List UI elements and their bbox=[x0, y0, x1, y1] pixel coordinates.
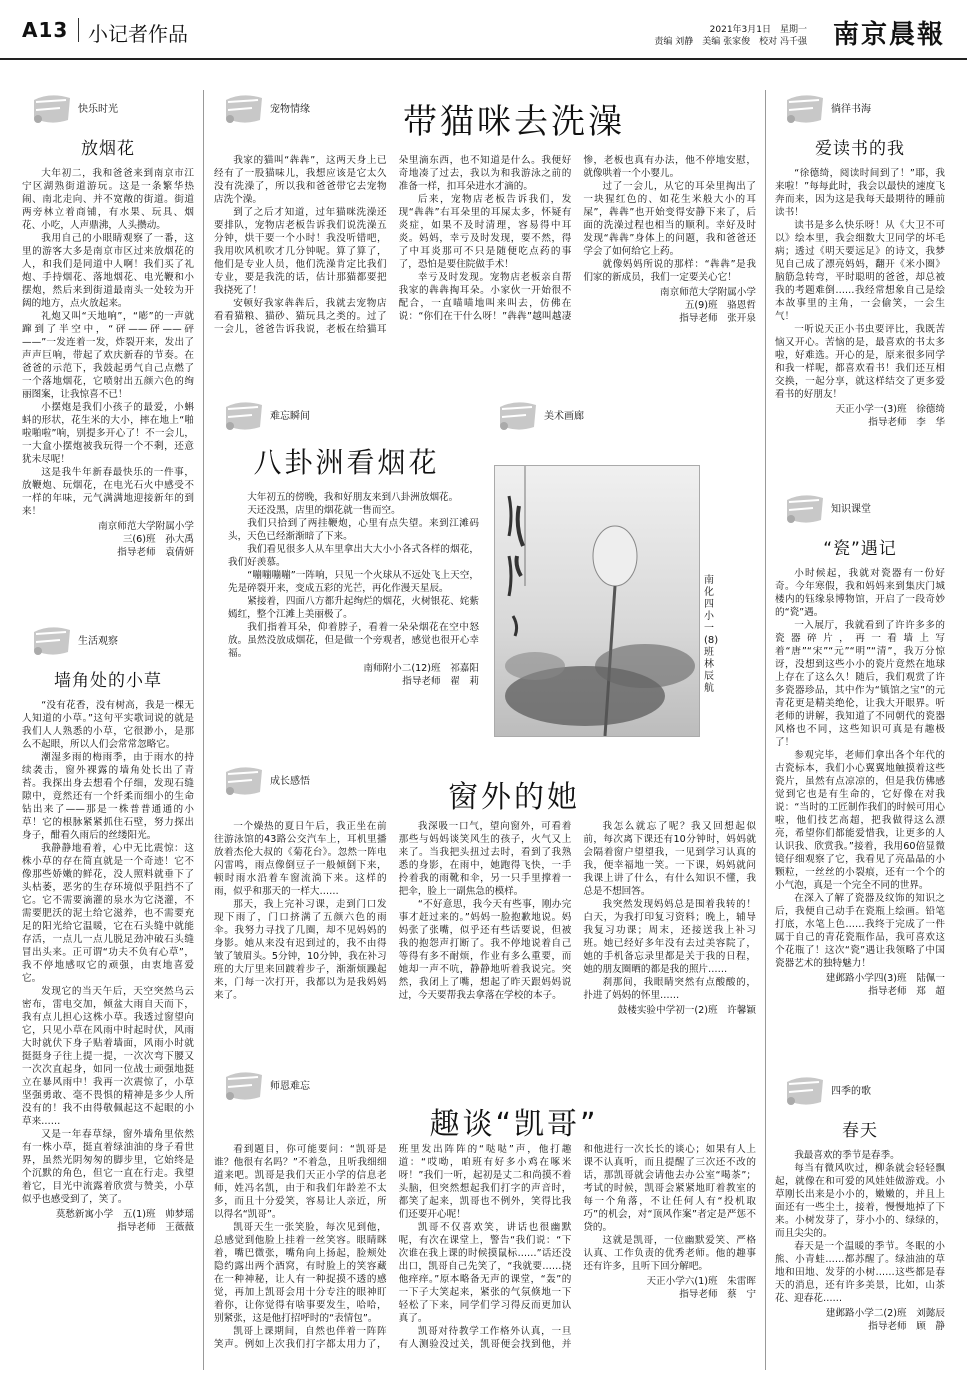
article-title: “瓷”遇记 bbox=[823, 539, 897, 559]
tag-label: 生活观察 bbox=[78, 636, 118, 647]
byline-line: 鼓楼实验中学初一(2)班 许馨颖 bbox=[617, 1005, 756, 1016]
paragraph: 就像妈妈所说的那样：“犇犇”是我们家的新成员，我们一定要关心它！ bbox=[583, 259, 756, 283]
scroll-icon bbox=[783, 492, 827, 526]
paragraph: 那天，我上完补习课，走到门口发现下雨了，门口挤满了五颜六色的雨伞。我努力寻找了几圈，却不见妈妈的身影。她从来没有迟到过的，我不由得皱了皱眉头。5分钟，10分钟，我在补习班的大厅里来回踱着步子，渐渐烦躁起来，门每一次打开，我都以为是我妈妈来了。 bbox=[214, 899, 387, 1001]
column-rule bbox=[203, 90, 204, 1370]
byline bbox=[22, 1208, 194, 1234]
column-tag bbox=[214, 1065, 354, 1105]
byline-line: 莫愁新寓小学 五(1)班 帅梦瑶 bbox=[55, 1209, 194, 1220]
byline-line: 建邺路小学四(3)班 陆佩一 bbox=[825, 973, 945, 984]
paragraph: 潮湿多雨的梅雨季，由于雨水的持续袭击，窗外裸露的墙角处长出了青苔。我探出身去想看个仔细，发现石缝隙中，竟然还有一个纤柔而细小的生命钻出来了——那是一株普普通通的小草！它的根脉紧紧抓住石壁，努力探出身子，酣看久雨后的丝缕阳光。 bbox=[22, 752, 194, 841]
paragraph: 后来，宠物店老板告诉我们，发现“犇犇”右耳朵里的耳屎太多，怀疑有炎症，如果不及时清理，容易得中耳炎。妈妈，幸亏及时发现，要不然，得了中耳炎那可不只是随便吃点药的事了，恐怕是要住院做手术！ bbox=[398, 194, 572, 270]
paragraph: 一听说天正小书虫要评比，我既苦恼又开心。苦恼的是，最喜欢的书太多啦，好难选。开心的是，原来很多同学和我一样呢，都喜欢看书！我们还互相交换，一起分享，就这样结交了更多爱看书的好朋友！ bbox=[775, 324, 945, 400]
paragraph: 在深入了解了瓷器及纹饰的知识之后，我便自己动手在瓷瓶上绘画。铅笔打底，水笔上色……我终于完成了一件属于自己的青花瓷瓶作品，我可喜欢这个花瓶了！这次“瓷”遇让我领略了中国瓷器艺术的独特魅力！ bbox=[775, 893, 945, 969]
page-header bbox=[0, 0, 967, 60]
tag-label: 四季的歌 bbox=[831, 1086, 871, 1097]
paragraph: 大年初二，我和爸爸来到南京市江宁区湖熟街道游玩。这是一条繁华热闹、南北走向、并不宽敞的街道。街道两旁林立着商铺，有水果、玩具、烟花、小吃，人声鼎沸，人头攒动。 bbox=[22, 168, 194, 231]
article-window-mother bbox=[214, 760, 756, 1076]
paragraph: “不好意思，我今天有些事，刚办完事才赶过来的。”妈妈一脸抱歉地说。妈妈张了张嘴，似乎还有些话要说，但被我的抱怨声打断了。我不停地说着自己等得有多不耐烦，作业有多么重要，而她却一声不吭，静静地听着我说完。突然，我闭上了嘴，想起了昨天跟妈妈说过，今天要帮我去拿落在学校的本子。 bbox=[398, 899, 572, 1001]
paragraph: 看到题目，你可能要问：“凯哥是谁？他很有名吗？”不着急，且听我细细道来吧。凯哥是我们天正小学的信息老师，姓冯名凯，由于和我们年龄差不太多，而且十分爱笑，容易让人亲近，所以得名“凯哥”。 bbox=[214, 1144, 387, 1220]
byline-line: 天正小学六(1)班 朱雷晖 bbox=[646, 1276, 756, 1287]
scroll-icon bbox=[783, 92, 827, 126]
article-body bbox=[22, 167, 194, 518]
paragraph: 我用自己的小眼睛观察了一番，这里的游客大多是南京市区过来放烟花的人，和我们是同道中人啊！我们买了礼炮、手持烟花、落地烟花、电光鞭和小摆炮，然后来到街道最南头一处较为开阔的地方，点火放起来。 bbox=[22, 233, 194, 309]
newspaper-logo: 南京晨報 bbox=[832, 20, 945, 50]
column-rule bbox=[765, 90, 766, 1370]
paragraph: 我突然发现妈妈总是围着我转的！白天，为我打印复习资料；晚上，辅导我复习功课；周末，还接送我上补习班。她已经好多年没有去过美容院了，她的手机备忘录里都是关于我的日程，她的朋友圈晒的都是我的照片…… bbox=[583, 899, 756, 975]
byline-line: 指导老师 张开泉 bbox=[679, 313, 756, 324]
article-body bbox=[214, 1143, 756, 1365]
paragraph: 天还没黑，店里的烟花就一售而空。 bbox=[247, 505, 401, 516]
byline bbox=[22, 520, 194, 559]
article-title: 带猫咪去洗澡 bbox=[403, 102, 625, 142]
article-body bbox=[775, 1149, 945, 1305]
paragraph: 读书是多么快乐呀！从《大卫不可以》绘本里，我会细数大卫同学的坏毛病；透过《明天要远足》的诗文，我梦见自己成了漂亮妈妈，翻开《米小圈》脑筋急转弯，平时聪明的爸爸，却总被我的考题难倒……我经常想象自己是绘本故事里的主角，一会偷笑，一会生气！ bbox=[775, 220, 945, 322]
byline-line: 天正小学一(3)班 徐德绮 bbox=[835, 404, 945, 415]
paragraph: “没有花香，没有树高，我是一棵无人知道的小草。”这句平实歌词说的就是我们人人熟悉的小草，它很渺小，是那么不起眼，所以人们会常常忽略它。 bbox=[22, 700, 194, 750]
scroll-icon bbox=[222, 399, 266, 433]
paragraph: 我们只拾到了两挂鞭炮，心里有点失望。来到江滩码头，天色已经渐渐暗了下来。 bbox=[228, 518, 479, 542]
paragraph: 我静静地看着，心中无比震惊：这株小草的存在简直就是一个奇迹！它不像那些娇嫩的鲜花，没人照料就垂下了头枯萎，恶劣的生存环境似乎阻挡不了它。它不需要滴灌的泉水为它浇灌，不需要肥沃的泥土给它滋养，也不需要充足的阳光给它温暖，它在石头缝中就能存活，一点儿一点儿脱足劲冲破石头缝冒出头来。正可谓“功夫不负有心草”，我不停地感叹它的顽强，由衷地喜爱它。 bbox=[22, 843, 194, 984]
paragraph: 小摆炮是我们小孩子的最爱，小蝌蚪的形状，花生米的大小，摔在地上“啪啦啪啦”响，别提多开心了！不一会儿，一大盒小摆炮被我玩得一个不剩，还意犹未尽呢！ bbox=[22, 402, 194, 465]
article-kai-ge bbox=[214, 1065, 756, 1365]
article-title: 春天 bbox=[842, 1121, 878, 1141]
paragraph: 小时候起，我就对瓷器有一份好奇。今年寒假，我和妈妈来到集庆门城楼内的钰缘泉博物馆，开启了一段奇妙的“瓷”遇。 bbox=[775, 568, 945, 618]
scroll-icon bbox=[222, 92, 266, 126]
article-cat-bath bbox=[214, 88, 756, 404]
paragraph: 又是一年春草绿，窗外墙角里依然有一株小草，挺直着绿油油的身子看世界，虽然光阴匆匆的脚步里，它始终是个沉默的角色，但它一直在行走。我望着它，目光中流露着欣赏与赞美，小草似乎也感受到了，笑了。 bbox=[22, 1129, 194, 1205]
byline-line: 指导老师 蔡 宁 bbox=[679, 1289, 756, 1300]
paragraph: 安顿好我家犇犇后，我就去宠物店看看猫粮、猫砂、猫玩具之类的。过了一会儿，爸爸告诉我说，老板在给猫耳朵里滴东西，也不知道是什么。我便好奇地凑了过去，我以为和我游泳之前的准备一样，扣耳朵进水才滴的。 bbox=[214, 155, 572, 335]
column-tag bbox=[214, 760, 354, 800]
article-reading bbox=[775, 88, 945, 429]
scroll-icon bbox=[496, 399, 540, 433]
paragraph: 我家的猫叫“犇犇”，这两天身上已经有了一股猫味儿，我想应该是它太久没有洗澡了，所以我和爸爸带它去宠物店洗个澡。 bbox=[214, 155, 387, 205]
tag-label: 成长感悟 bbox=[270, 776, 310, 787]
article-bagua-fireworks bbox=[214, 395, 479, 688]
article-body bbox=[214, 154, 756, 404]
byline bbox=[583, 1004, 756, 1017]
column-tag bbox=[488, 395, 688, 435]
byline-line: 指导老师 翟 莉 bbox=[402, 676, 479, 687]
tag-label: 知识课堂 bbox=[831, 504, 871, 515]
scroll-icon bbox=[783, 1074, 827, 1108]
byline-line: 指导老师 袁倩妍 bbox=[117, 547, 194, 558]
article-title: 放烟花 bbox=[81, 139, 135, 159]
byline-line: 五(9)班 骆恩哲 bbox=[684, 300, 756, 311]
article-body bbox=[775, 567, 945, 970]
article-porcelain bbox=[775, 488, 945, 998]
issue-date: 2021年3月1日 星期一 bbox=[709, 25, 807, 35]
article-body bbox=[22, 699, 194, 1206]
lotus-painting-icon bbox=[495, 466, 699, 736]
scroll-icon bbox=[30, 624, 74, 658]
paragraph: 一入展厅，我就看到了许许多多的瓷器碎片，再一看墙上写着“唐”“宋”“元”“明”“清”，我万分惊讶，没想到这些小小的瓷片竟然在地球上存在了这么久！随后，我们观赏了许多瓷器珍品，其中作为“镇馆之宝”的元青花更是精美绝伦，让我大开眼界。听老师的讲解，我知道了不同朝代的瓷器风格也不同，这些知识可真是有趣极了！ bbox=[775, 620, 945, 748]
scroll-icon bbox=[222, 764, 266, 798]
article-title: 墙角处的小草 bbox=[54, 671, 162, 691]
section-title: 小记者作品 bbox=[88, 22, 188, 46]
paragraph: 凯哥对待教学工作格外认真，一旦有人测验没过关，凯哥便会找到他，并和他进行一次长长的谈心；如果有人上课不认真听，而且提醒了三次还不改的话，那凯哥就会请他去办公室“喝茶”；考试的时候，凯哥会紧紧地盯着教室的每一个角落，不让任何人有“投机取巧”的机会，对“顶风作案”者定是严惩不贷的。 bbox=[398, 1144, 756, 1350]
paragraph: 大年初五的傍晚，我和好朋友来到八卦洲放烟花。 bbox=[247, 492, 459, 503]
art-gallery-tag bbox=[488, 395, 688, 435]
tag-label: 徜徉书海 bbox=[831, 104, 871, 115]
article-spring bbox=[775, 1070, 945, 1333]
column-tag bbox=[775, 488, 945, 528]
paragraph: 春天是一个温暖的季节。冬眠的小熊、小青蛙……都苏醒了。绿油油的草地和田地、发芽的小树……这些都是春天的消息，还有许多美景，比如，山茶花、迎春花…… bbox=[775, 1241, 945, 1304]
tag-label: 宠物情缘 bbox=[270, 104, 310, 115]
paragraph: 我们看见很多人从车里拿出大大小小各式各样的烟花，我们好羡慕。 bbox=[228, 544, 479, 568]
paragraph: “徐德绮，阅读时间到了！”耶，我来啦！”每每此时，我会以最快的速度飞奔而来，因为这是我每天最期待的睡前读书！ bbox=[775, 168, 945, 218]
byline bbox=[775, 1307, 945, 1333]
issue-info bbox=[654, 24, 807, 48]
paragraph: 凯哥不仅喜欢笑，讲话也很幽默呢，有次在课堂上，警告“我们说：“下次谁在我上课的时候摸鼠标……”话还没出口，凯哥自己先笑了，“我就要……挠他痒痒。”原本略备无声的课堂，“轰”的一下子大笑起来，紧张的气氛倏地一下轻松了下来，同学们学习得反而更加认真了。 bbox=[398, 1222, 572, 1324]
paragraph: 过了一会儿，从它的耳朵里掏出了一块猩红色的、如花生米般大小的耳屎”，犇犇”也开始变得安静下来了，后面的洗澡过程也相当的顺利。幸好及时发现“犇犇”身体上的问题，我和爸爸还学会了如何给它上药。 bbox=[583, 181, 756, 257]
paragraph: 到了之后才知道，过年猫咪洗澡还要排队，宠物店老板告诉我们说洗澡五分钟，烘干要一个小时！我没听错吧，我用吹风机吹才几分钟呢。算了算了，他们是专业人员，他们洗澡肯定比我们专业，要是我洗的话，估计那猫都要把我挠死了！ bbox=[214, 207, 387, 296]
column-tag bbox=[22, 620, 194, 660]
article-body bbox=[214, 491, 479, 660]
byline-line: 三(6)班 孙大禹 bbox=[122, 534, 194, 545]
paragraph: 刹那间，我眼睛突然有点酸酸的，扑进了妈妈的怀里…… bbox=[583, 977, 756, 1001]
paragraph: 紧接着，四面八方都升起绚烂的烟花，火树银花、姹紫嫣红，整个江滩上美丽极了。 bbox=[228, 596, 479, 620]
article-title: 窗外的她 bbox=[448, 780, 580, 815]
tag-label: 师恩难忘 bbox=[270, 1081, 310, 1092]
byline bbox=[775, 403, 945, 429]
paragraph: 发现它的当天午后，天空突然乌云密布，雷电交加，倾盆大雨自天而下，我有点儿担心这株小草。我透过窗望向它，只见小草在风雨中时起时伏，风雨大时就伏下身子贴着墙面，风雨小时就挺挺身子往上提一提，一次次弯下腰又一次次直起身，如同一位战士顽强地挺立在暴风雨中！我再一次震惊了，小草坚强勇敢、毫不畏惧的精神是多少人所没有的！我不由得敬佩起这不起眼的小草来…… bbox=[22, 986, 194, 1127]
byline-line: 指导老师 顾 静 bbox=[868, 1321, 945, 1332]
paragraph: 我深吸一口气，望向窗外，可看着那些与妈妈谈笑风生的孩子，火气又上来了。当我把头扭过去时，看到了我熟悉的身影，在雨中，她跑得飞快，一手拎着我的雨靴和伞，另一只手里撑着一把伞，脸上一副焦急的模样。 bbox=[398, 821, 572, 897]
paragraph: 这是我牛年新春最快乐的一件事，放鞭炮、玩烟花，在电光石火中感受不一样的年味，元气满满地迎接新年的到来！ bbox=[22, 467, 194, 517]
page-number: A13 bbox=[22, 18, 69, 42]
paragraph: “嘣嘣嘣嘣”一阵响，只见一个火球从不远处飞上天空，先是碎裂开来，变成五彩的光芒，再化作漫天星辰。 bbox=[228, 570, 479, 594]
byline bbox=[775, 972, 945, 998]
paragraph: 我怎么就忘了呢？我又回想起似前，每次离下课还有10分钟时，妈妈就会隔着窗户望望我，一见到学习认真的我，便幸福地一笑。一下课，妈妈就问我课上讲了什么，有什么知识不懂，我总是不想回答。 bbox=[583, 821, 756, 897]
header-divider bbox=[78, 18, 79, 42]
tag-label: 美术画廊 bbox=[544, 411, 584, 422]
byline-line: 南师附小二(12)班 祁嘉阳 bbox=[363, 663, 479, 674]
paragraph: 我最喜欢的季节是春季。 bbox=[794, 1150, 900, 1161]
paragraph: 礼炮又叫“天地响”，“嘭”的一声就蹿到了半空中，“砰——砰——砰——”一发连着一发，炸裂开来，发出了声声巨响，带起了欢庆新春的节奏。在爸爸的示范下，我鼓起勇气自己点燃了一个落地烟花，它喷射出五颜六色的绚丽图案，让我惊喜不已！ bbox=[22, 311, 194, 400]
ink-painting-image bbox=[494, 465, 700, 737]
byline-line: 建邺路小学二(2)班 刘懿辰 bbox=[825, 1308, 945, 1319]
paragraph: 凯哥天生一张笑脸，每次见到他，总感觉到他脸上挂着一丝笑容。眼睛眯着，嘴巴微张，嘴角向上扬起，脸颊处隐约露出两个酒窝，有时脸上的笑容藏在一种神秘，让人有一种捉摸不透的感觉，再加上凯哥会用十分专注的眼神盯着你，让你觉得有啥事要发生，哈哈，别紧张，这是他打招呼时的“表情包”。 bbox=[214, 1222, 387, 1324]
article-title: 八卦洲看烟花 bbox=[253, 446, 440, 479]
column-tag bbox=[214, 88, 354, 128]
column-tag bbox=[22, 88, 194, 128]
tag-label: 难忘瞬间 bbox=[270, 411, 310, 422]
paragraph: 这就是凯哥，一位幽默爱笑、严格认真、工作负责的优秀老师。他的趣事还有许多，且听下回分解吧。 bbox=[583, 1235, 756, 1272]
paragraph: 幸亏及时发现。宠物店老板亲自帮我家的犇犇掏耳朵。小家伙一开始很不配合，一直喵喵地叫来叫去，仿佛在说：“你们在干什么呀！”犇犇”越叫越凄惨，老板也真有办法，他不停地安慰，就像哄着一个小婴儿。 bbox=[398, 155, 756, 322]
article-title: 爱读书的我 bbox=[815, 139, 905, 159]
byline-line: 指导老师 李 华 bbox=[868, 417, 945, 428]
byline bbox=[583, 286, 756, 325]
painting-caption: 南化四小一(8)班 林辰航 bbox=[704, 575, 724, 694]
article-grass bbox=[22, 620, 194, 1234]
scroll-icon bbox=[30, 92, 74, 126]
column-tag bbox=[775, 88, 945, 128]
byline-line: 指导老师 王薇薇 bbox=[117, 1222, 194, 1233]
byline bbox=[583, 1275, 756, 1301]
paragraph: 凯哥上课期间，自然也伴着一阵阵笑声。例如上次我们打字都太用力了，班里发出阵阵的“哒哒”声，他打趣道：“哎呦，咱班有好多小鸡在啄米呀！”我们一听，起初是丈二和尚摸不着头脑，但突然想起我们打字的声音时，都笑了起来，凯哥也不例外，笑得比我们还要开心呢！ bbox=[214, 1144, 572, 1350]
column-tag bbox=[775, 1070, 945, 1110]
byline-line: 指导老师 郑 超 bbox=[868, 986, 945, 997]
paragraph: 每当有微风吹过，柳条就会轻轻飘起，就像在和可爱的风娃娃做游戏。小草刚长出来是小小的，嫩嫩的，并且上面还有一些尘土，接着，慢慢地掉了下来。小树发芽了，芽小小的、绿绿的，而且尖尖的。 bbox=[775, 1163, 945, 1239]
article-fireworks bbox=[22, 88, 194, 559]
byline-line: 南京师范大学附属小学 bbox=[98, 521, 194, 532]
paragraph: 我们指着耳朵，仰着脖子，看着一朵朵烟花在空中怒放。虽然没放成烟花，但是做一个旁观者，感觉也很开心幸福。 bbox=[228, 622, 479, 659]
editor-credits: 责编 刘静 美编 张家俊 校对 冯千强 bbox=[654, 37, 807, 47]
article-body bbox=[214, 820, 756, 1076]
tag-label: 快乐时光 bbox=[78, 104, 118, 115]
paragraph: 一个燥热的夏日午后，我正坐在前往游泳馆的43路公交汽车上，耳机里播放着杰伦大叔的《菊花台》。忽然一阵电闪雷鸣，雨点像倒豆子一般倾倒下来，顿时雨水沿着车窗流淌下来。这样的雨，似乎和那天的一样大…… bbox=[214, 821, 387, 897]
article-title: 趣谈“凯哥” bbox=[429, 1107, 599, 1142]
paragraph: 参观完毕，老师们拿出各个年代的古瓷标本，我们小心翼翼地触摸着这些瓷片，虽然有点凉凉的，但是我仿佛感觉到它也是有生命的，它好像在对我说：“当时的工匠制作我们的时候可用心啦，他们技艺高超，把我做得这么漂亮，希望你们都能爱惜我，让更多的人认识我、欣赏我。”接着，我用60倍显微镜仔细观察了它，我看见了亮晶晶的小颗粒，一丝丝的小裂痕，还有一个个的小气泡，真是一个完全不同的世界。 bbox=[775, 750, 945, 891]
scroll-icon bbox=[222, 1069, 266, 1103]
byline-line: 南京师范大学附属小学 bbox=[660, 287, 756, 298]
column-tag bbox=[214, 395, 479, 435]
article-body bbox=[775, 167, 945, 401]
byline bbox=[214, 662, 479, 688]
